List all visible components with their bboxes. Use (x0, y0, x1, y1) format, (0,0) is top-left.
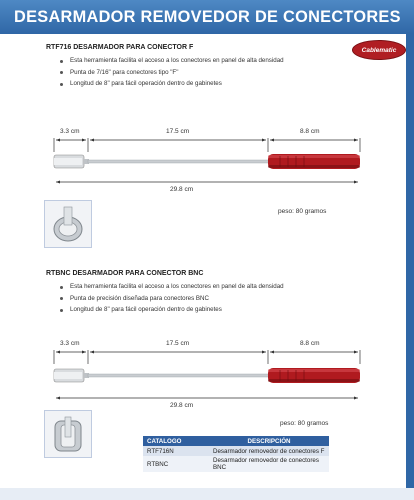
product-2-dim-handle: 8.8 cm (300, 340, 320, 347)
product-2-heading: RTBNC DESARMADOR PARA CONECTOR BNC (46, 270, 204, 277)
side-stripe (406, 34, 414, 500)
catalog-header-row (143, 436, 329, 446)
product-1-weight: peso: 80 gramos (278, 208, 327, 215)
product-1-bullet: Esta herramienta facilita el acceso a los conectores en panel de alta densidad (60, 55, 360, 67)
product-1-dim-shaft: 17.5 cm (166, 128, 190, 135)
product-1-handle (268, 154, 360, 169)
catalog-code: RTBNC (143, 456, 209, 472)
product-1-bullet: Punta de 7/16" para conectores tipo "F" (60, 67, 360, 79)
catalog-code: RTF716N (143, 446, 209, 456)
product-1-heading: RTF716 DESARMADOR PARA CONECTOR F (46, 44, 194, 51)
product-1-dim-tip: 3.3 cm (60, 128, 80, 135)
brand-logo-text: Cablematic (361, 46, 397, 54)
catalog-table (143, 436, 329, 472)
bnc-socket-photo-icon (45, 411, 91, 457)
socket-photo-icon (45, 201, 91, 247)
page-header (0, 0, 414, 34)
bottom-stripe (0, 488, 414, 500)
product-2-diagram (40, 342, 380, 404)
product-1-bullet: Longitud de 8" para fácil operación dentro de gabinetes (60, 78, 360, 90)
product-2-handle (268, 368, 360, 383)
product-2-dim-shaft: 17.5 cm (166, 340, 190, 347)
product-2-shaft (88, 374, 270, 377)
product-2-dim-total: 29.8 cm (170, 402, 194, 409)
product-2-bullet: Esta herramienta facilita el acceso a los conectores en panel de alta densidad (60, 281, 360, 293)
product-2-bullets (60, 281, 360, 316)
catalog-header-description: DESCRIPCIÓN (209, 436, 329, 446)
product-2-tip-photo (44, 410, 92, 458)
product-1-diagram (40, 130, 380, 192)
product-2-bullet: Punta de precisión diseñada para conectores BNC (60, 293, 360, 305)
product-2-bullet: Longitud de 8" para fácil operación dentro de gabinetes (60, 304, 360, 316)
product-1-shaft (88, 160, 270, 163)
product-2-socket-tip (54, 369, 89, 382)
product-2-dim-tip: 3.3 cm (60, 340, 80, 347)
table-row (143, 446, 329, 456)
table-row (143, 456, 329, 472)
brand-logo (352, 40, 406, 60)
product-1-dim-handle: 8.8 cm (300, 128, 320, 135)
catalog-header-code: CATALOGO (143, 436, 209, 446)
product-2-weight: peso: 80 gramos (280, 420, 329, 427)
product-1-bullets (60, 55, 360, 90)
product-1-socket-tip (54, 155, 89, 168)
product-1-tip-photo (44, 200, 92, 248)
page-title: DESARMADOR REMOVEDOR DE CONECTORES (13, 7, 401, 26)
catalog-description: Desarmador removedor de conectores F (209, 446, 329, 456)
product-1-dim-total: 29.8 cm (170, 186, 194, 193)
catalog-description: Desarmador removedor de conectores BNC (209, 456, 329, 472)
